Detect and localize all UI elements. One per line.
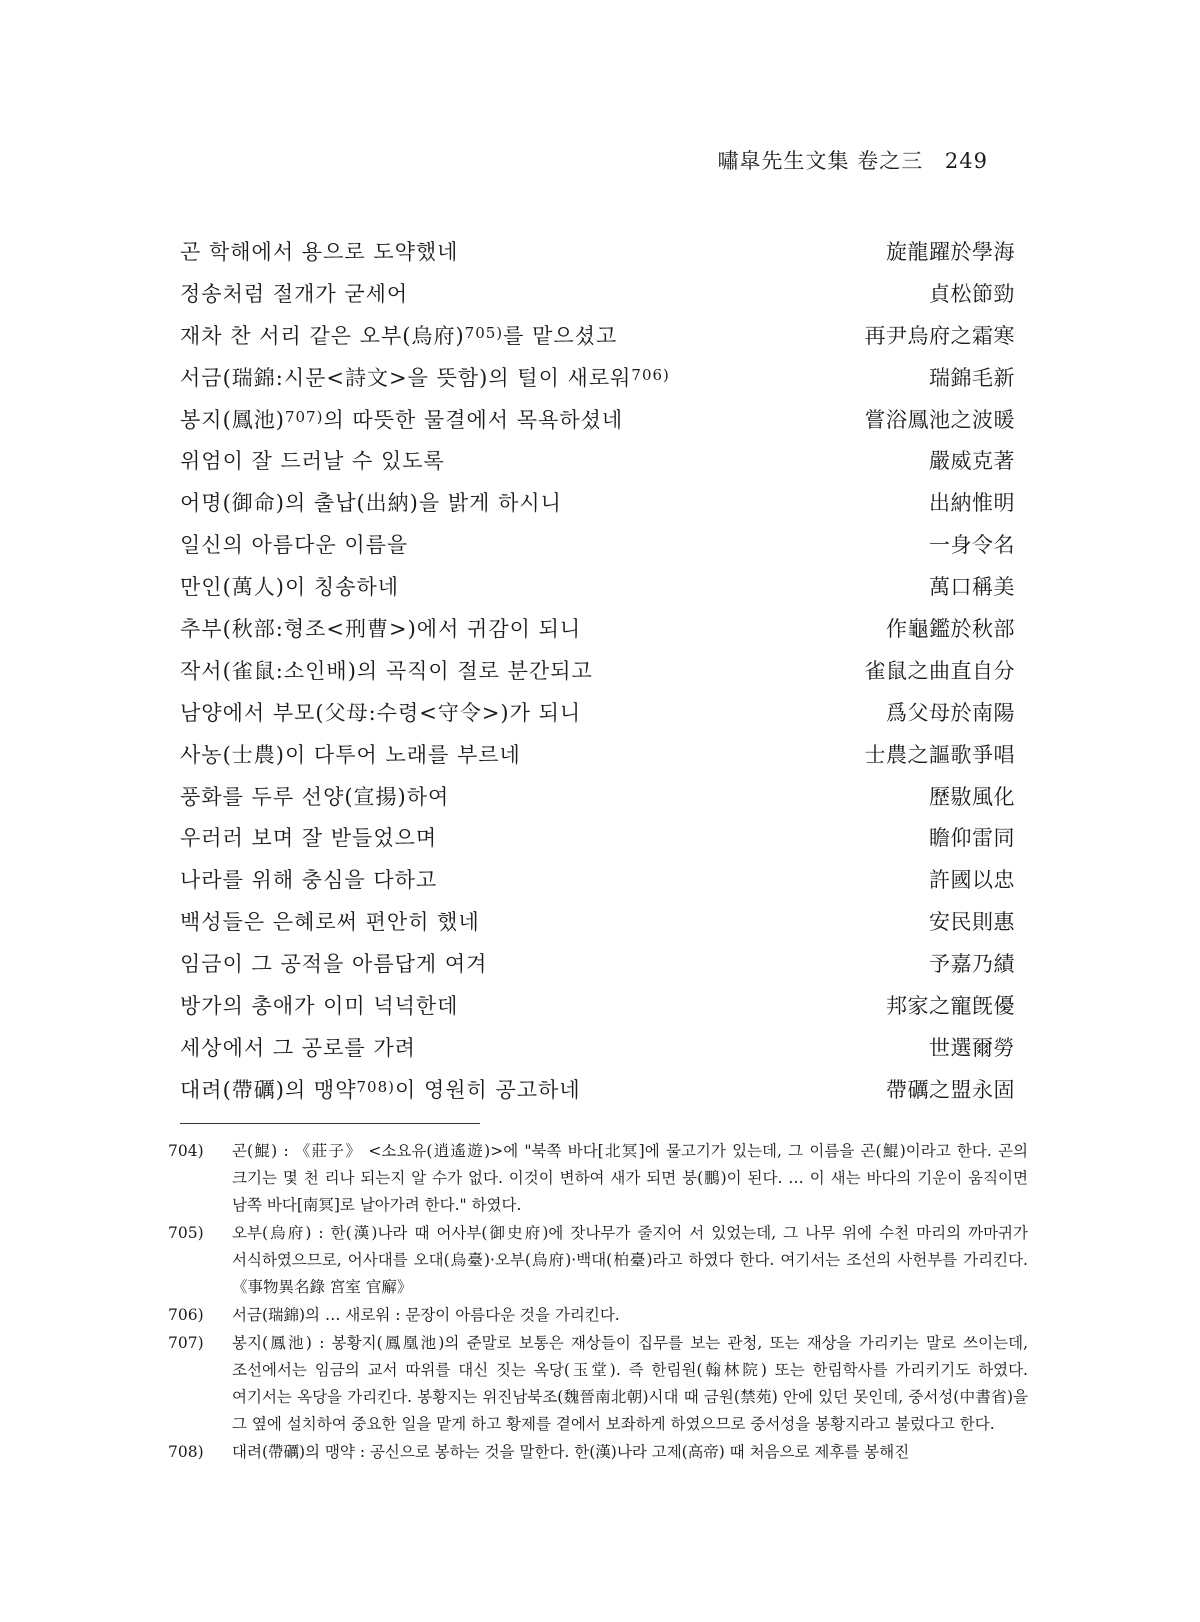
verse-line bbox=[180, 481, 1015, 523]
footnote bbox=[168, 1330, 1028, 1438]
verse-korean bbox=[180, 362, 670, 392]
verse-line bbox=[180, 398, 1015, 440]
verse-line bbox=[180, 356, 1015, 398]
verse-hanja: 嘗浴鳳池之波暖 bbox=[864, 407, 1015, 432]
verse-korean bbox=[180, 948, 487, 978]
verse-hanja: 瑞錦毛新 bbox=[929, 365, 1015, 390]
footnote-ref: 708) bbox=[356, 1077, 395, 1096]
verse-korean bbox=[180, 990, 458, 1020]
footnote bbox=[168, 1302, 1028, 1329]
verse-line bbox=[180, 1026, 1015, 1068]
verse-korean-text: 일신의 아름다운 이름을 bbox=[180, 533, 409, 558]
verse-line bbox=[180, 649, 1015, 691]
verse-korean-text: 봉지(鳳池) bbox=[180, 407, 285, 432]
verse-korean-text: 세상에서 그 공로를 가려 bbox=[180, 1035, 416, 1060]
verse-hanja: 一身令名 bbox=[929, 533, 1015, 558]
verse-korean-text: 재차 찬 서리 같은 오부(烏府) bbox=[180, 323, 465, 348]
verse-line bbox=[180, 439, 1015, 481]
verse-korean-text: 임금이 그 공적을 아름답게 여겨 bbox=[180, 952, 488, 977]
footnote bbox=[168, 1220, 1028, 1301]
verse-korean-text-after: 를 맡으셨고 bbox=[503, 323, 618, 348]
verse-korean-text: 위엄이 잘 드러날 수 있도록 bbox=[180, 449, 445, 474]
verse-korean bbox=[180, 697, 581, 727]
verse-hanja: 安民則惠 bbox=[929, 910, 1015, 935]
verse-korean bbox=[180, 613, 581, 643]
verse-korean bbox=[180, 739, 521, 769]
verse-korean-text: 백성들은 은혜로써 편안히 했네 bbox=[180, 910, 480, 935]
verse-hanja: 貞松節勁 bbox=[929, 281, 1015, 306]
verse-korean-text: 우러러 보며 잘 받들었으며 bbox=[180, 826, 438, 851]
footnote-ref: 706) bbox=[631, 365, 670, 384]
verse-korean bbox=[180, 278, 408, 308]
verse-line bbox=[180, 565, 1015, 607]
book-title: 嘯皐先生文集 卷之三 bbox=[717, 149, 924, 173]
verse-line bbox=[180, 691, 1015, 733]
verse-korean-text-after: 의 따뜻한 물결에서 목욕하셨네 bbox=[323, 407, 624, 432]
verse-hanja: 出納惟明 bbox=[929, 491, 1015, 516]
footnote-text: 서금(瑞錦)의 … 새로워 : 문장이 아름다운 것을 가리킨다. bbox=[232, 1306, 620, 1324]
footnotes bbox=[168, 1138, 1028, 1467]
verse-korean-text: 대려(帶礪)의 맹약 bbox=[180, 1077, 357, 1102]
verse-korean-text: 정송처럼 절개가 굳세어 bbox=[180, 281, 409, 306]
footnote bbox=[168, 1439, 1028, 1466]
footnote-ref: 707) bbox=[284, 407, 324, 426]
verse-hanja: 予嘉乃績 bbox=[929, 952, 1015, 977]
verse-hanja: 帶礪之盟永固 bbox=[886, 1077, 1015, 1102]
verse-line bbox=[180, 858, 1015, 900]
verse-hanja: 雀鼠之曲直自分 bbox=[864, 658, 1015, 683]
verse-korean-text: 방가의 총애가 이미 넉넉한데 bbox=[180, 993, 459, 1018]
verse-line bbox=[180, 733, 1015, 775]
verse-korean bbox=[180, 864, 437, 894]
verse-korean-text: 어명(御命)의 출납(出納)을 밝게 하시니 bbox=[180, 491, 562, 516]
verse-line bbox=[180, 272, 1015, 314]
footnote-number: 705) bbox=[168, 1224, 204, 1242]
verse-line bbox=[180, 942, 1015, 984]
verse-line bbox=[180, 607, 1015, 649]
verse-hanja: 士農之謳歌爭唱 bbox=[864, 742, 1015, 767]
verse-korean bbox=[180, 781, 449, 811]
verse-korean-text: 사농(士農)이 다투어 노래를 부르네 bbox=[180, 742, 521, 767]
verse-hanja: 歷敭風化 bbox=[929, 784, 1015, 809]
verse-korean-text: 만인(萬人)이 칭송하네 bbox=[180, 575, 400, 600]
verse-korean-text: 남양에서 부모(父母:수령<守令>)가 되니 bbox=[180, 700, 582, 725]
verse-hanja: 作龜鑑於秋部 bbox=[886, 616, 1015, 641]
verse-korean bbox=[180, 571, 399, 601]
verse-hanja: 萬口稱美 bbox=[929, 575, 1015, 600]
verse-korean bbox=[180, 487, 562, 517]
verse-hanja: 瞻仰雷同 bbox=[929, 826, 1015, 851]
verse-korean-text: 작서(雀鼠:소인배)의 곡직이 절로 분간되고 bbox=[180, 658, 593, 683]
verse-korean bbox=[180, 445, 445, 475]
footnote-number: 708) bbox=[168, 1443, 204, 1461]
verse-line bbox=[180, 523, 1015, 565]
verse-korean bbox=[180, 236, 458, 266]
verse-block bbox=[180, 230, 1015, 1110]
footnote-number: 707) bbox=[168, 1334, 204, 1352]
verse-korean-text: 추부(秋部:형조<刑曹>)에서 귀감이 되니 bbox=[180, 616, 582, 641]
running-head bbox=[718, 145, 988, 175]
footnote-text: 곤(鯤) : 《莊子》 <소요유(逍遙遊)>에 "북쪽 바다[北冥]에 물고기가 있는데, 그 이름을 곤(鯤)이라고 한다. 곤의 크기는 몇 천 리나 되는지 알 수가 없다. 이것이 변하여 새가 되면 붕(鵬)이 된다. … 이 새는 바다의 기운이 움직이면 남쪽 바다[南冥]로 날아가려 한다." 하였다. bbox=[232, 1142, 1028, 1214]
verse-hanja: 世選爾勞 bbox=[929, 1035, 1015, 1060]
verse-korean-text-after: 이 영원히 공고하네 bbox=[394, 1077, 581, 1102]
footnote-text: 오부(烏府) : 한(漢)나라 때 어사부(御史府)에 잣나무가 줄지어 서 있었는데, 그 나무 위에 수천 마리의 까마귀가 서식하였으므로, 어사대를 오대(烏臺)·오부(烏府)·백대(柏臺)라고 하였다 한다. 여기서는 조선의 사헌부를 가리킨다. 《事物異名錄 宮室 官廨》 bbox=[232, 1224, 1028, 1296]
verse-korean bbox=[180, 655, 593, 685]
verse-line bbox=[180, 775, 1015, 817]
verse-korean bbox=[180, 906, 480, 936]
verse-korean bbox=[180, 1032, 416, 1062]
verse-hanja: 旋龍躍於學海 bbox=[886, 239, 1015, 264]
verse-korean-text: 곤 학해에서 용으로 도약했네 bbox=[180, 239, 459, 264]
verse-hanja: 許國以忠 bbox=[929, 868, 1015, 893]
verse-hanja: 再尹烏府之霜寒 bbox=[864, 323, 1015, 348]
verse-hanja: 邦家之寵旣優 bbox=[886, 993, 1015, 1018]
verse-korean-text: 나라를 위해 충심을 다하고 bbox=[180, 868, 438, 893]
verse-line bbox=[180, 984, 1015, 1026]
verse-hanja: 爲父母於南陽 bbox=[886, 700, 1015, 725]
verse-line bbox=[180, 900, 1015, 942]
verse-korean bbox=[180, 1074, 581, 1104]
footnote-number: 704) bbox=[168, 1142, 204, 1160]
verse-line bbox=[180, 816, 1015, 858]
verse-korean bbox=[180, 404, 623, 434]
footnote-divider bbox=[180, 1123, 480, 1124]
verse-line bbox=[180, 230, 1015, 272]
page-number: 249 bbox=[944, 149, 988, 173]
verse-korean bbox=[180, 529, 408, 559]
verse-korean bbox=[180, 320, 617, 350]
verse-korean-text: 서금(瑞錦:시문<詩文>을 뜻함)의 털이 새로워 bbox=[180, 365, 632, 390]
verse-korean-text: 풍화를 두루 선양(宣揚)하여 bbox=[180, 784, 450, 809]
verse-hanja: 嚴威克著 bbox=[929, 449, 1015, 474]
footnote bbox=[168, 1138, 1028, 1219]
verse-korean bbox=[180, 822, 437, 852]
footnote-text: 봉지(鳳池) : 봉황지(鳳凰池)의 준말로 보통은 재상들이 집무를 보는 관청, 또는 재상을 가리키는 말로 쓰이는데, 조선에서는 임금의 교서 따위를 대신 짓는 옥당(玉堂). 즉 한림원(翰林院) 또는 한림학사를 가리키기도 하였다. 여기서는 옥당을 가리킨다. 봉황지는 위진남북조(魏晉南北朝)시대 때 금원(禁苑) 안에 있던 못인데, 중서성(中書省)을 그 옆에 설치하여 중요한 일을 맡게 하고 황제를 곁에서 보좌하게 하였으므로 중서성을 봉황지라고 불렀다고 한다. bbox=[232, 1334, 1028, 1433]
footnote-text: 대려(帶礪)의 맹약 : 공신으로 봉하는 것을 말한다. 한(漢)나라 고제(高帝) 때 처음으로 제후를 봉해진 bbox=[232, 1443, 910, 1461]
verse-line bbox=[180, 314, 1015, 356]
footnote-number: 706) bbox=[168, 1306, 204, 1324]
footnote-ref: 705) bbox=[464, 323, 504, 342]
verse-line bbox=[180, 1068, 1015, 1110]
